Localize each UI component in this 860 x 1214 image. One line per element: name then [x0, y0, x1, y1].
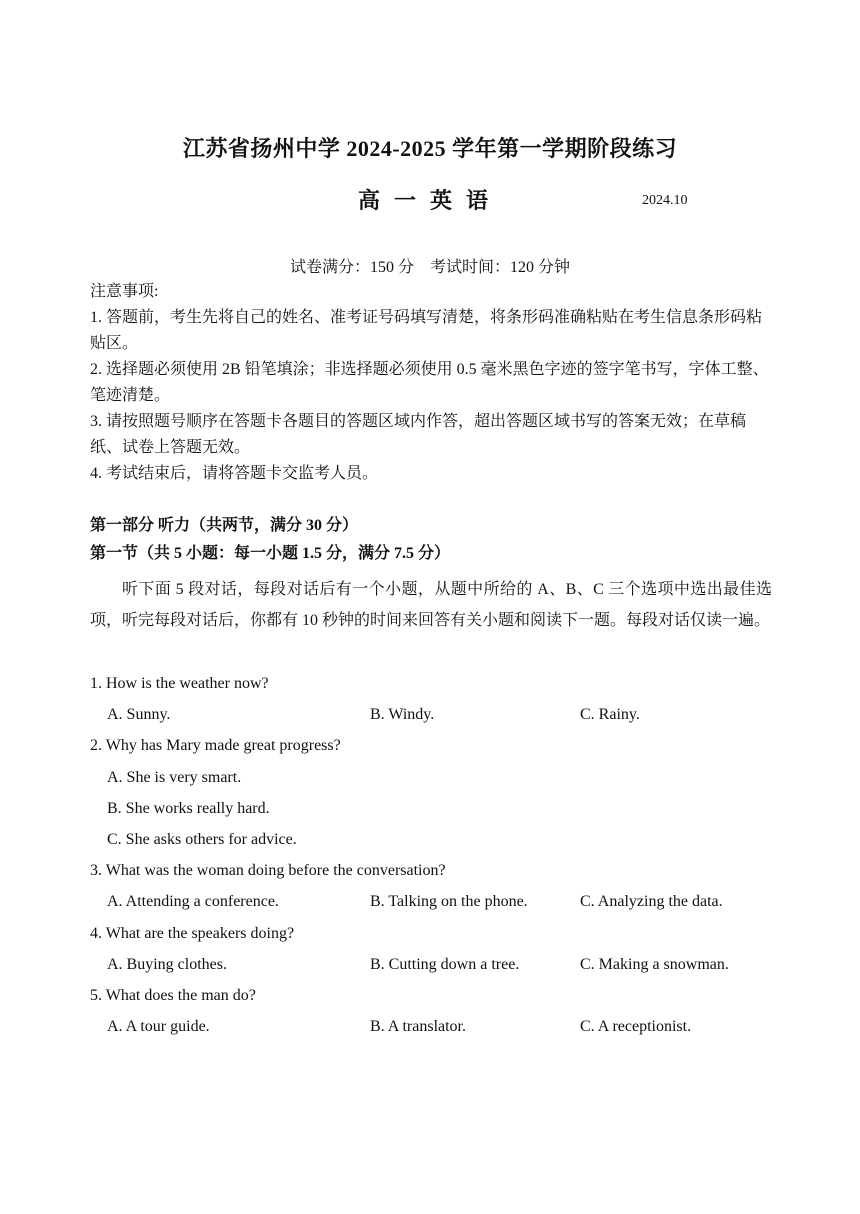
- option-b: B. Talking on the phone.: [370, 893, 528, 911]
- exam-date: 2024.10: [642, 193, 688, 208]
- option-b: B. A translator.: [370, 1018, 466, 1036]
- note-item: 4. 考试结束后，请将答题卡交监考人员。: [90, 465, 379, 482]
- options-row: [90, 886, 772, 917]
- question-stem: 2. Why has Mary made great progress?: [90, 737, 341, 755]
- listening-instructions: 听下面 5 段对话，每段对话后有一个小题，从题中所给的 A、B、C 三个选项中选出最佳选项，听完每段对话后，你都有 10 秒钟的时间来回答有关小题和阅读下一题。每段对话仅读一遍。: [90, 581, 772, 629]
- option-c: C. Making a snowman.: [580, 955, 729, 973]
- part1-header: [90, 512, 772, 568]
- options-row: [90, 762, 772, 793]
- options-row: [90, 949, 772, 980]
- part-heading: 第一部分 听力（共两节，满分 30 分）: [90, 517, 359, 534]
- option-a: A. Attending a conference.: [107, 893, 279, 911]
- option-a: A. Buying clothes.: [107, 955, 227, 973]
- page-title: 江苏省扬州中学 2024-2025 学年第一学期阶段练习: [182, 136, 678, 161]
- option-b: B. She works really hard.: [107, 799, 270, 817]
- option-c: C. Rainy.: [580, 706, 640, 724]
- question-list: [90, 668, 772, 1042]
- option-a: A. Sunny.: [107, 706, 171, 724]
- section-heading: 第一节（共 5 小题：每一小题 1.5 分，满分 7.5 分）: [90, 545, 451, 562]
- subject-heading: 高一英语: [357, 188, 502, 213]
- option-c: C. She asks others for advice.: [107, 830, 297, 848]
- option-b: B. Cutting down a tree.: [370, 955, 520, 973]
- question-stem: 5. What does the man do?: [90, 986, 256, 1004]
- exam-info: 试卷满分：150 分 考试时间：120 分钟: [289, 259, 570, 276]
- question-stem: 4. What are the speakers doing?: [90, 924, 295, 942]
- option-b: B. Windy.: [370, 706, 435, 724]
- note-item: 1. 答题前，考生先将自己的姓名、准考证号码填写清楚，将条形码准确粘贴在考生信息条形码粘贴区。: [90, 309, 763, 352]
- note-item: 2. 选择题必须使用 2B 铅笔填涂；非选择题必须使用 0.5 毫米黑色字迹的签字笔书写，字体工整、笔迹清楚。: [90, 361, 769, 404]
- option-c: C. A receptionist.: [580, 1018, 692, 1036]
- option-a: A. She is very smart.: [107, 768, 242, 786]
- notes-section: [90, 279, 772, 487]
- note-item: 3. 请按照题号顺序在答题卡各题目的答题区域内作答，超出答题区域书写的答案无效；在草稿纸、试卷上答题无效。: [90, 413, 747, 456]
- options-row: [90, 793, 772, 824]
- question-stem: 3. What was the woman doing before the conversation?: [90, 862, 446, 880]
- question-stem: 1. How is the weather now?: [90, 675, 269, 692]
- notes-heading: 注意事项:: [90, 283, 159, 300]
- options-row: [90, 824, 772, 855]
- option-c: C. Analyzing the data.: [580, 893, 723, 911]
- options-row: [90, 699, 772, 730]
- options-row: [90, 1011, 772, 1042]
- option-a: A. A tour guide.: [107, 1018, 210, 1036]
